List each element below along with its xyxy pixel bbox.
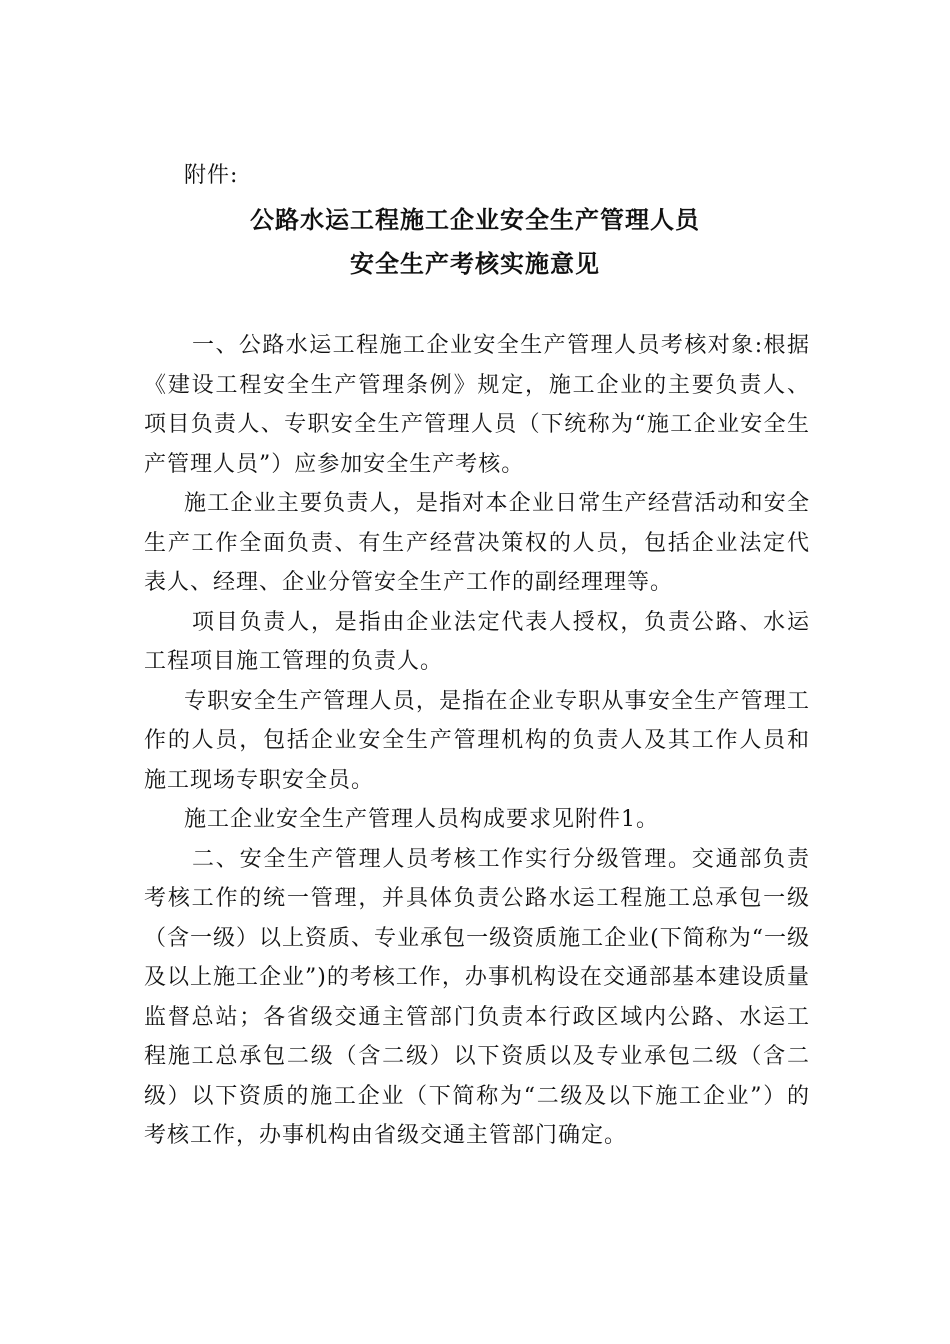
document-title-line-1: 公路水运工程施工企业安全生产管理人员 (250, 205, 700, 234)
paragraph-full-time-safety-staff: 专职安全生产管理人员，是指在企业专职从事安全生产管理工作的人员，包括企业安全生产管理机构的负责人及其工作人员和施工现场专职安全员。 (144, 688, 810, 793)
paragraph-main-responsible-person: 施工企业主要负责人，是指对本企业日常生产经营活动和安全生产工作全面负责、有生产经营决策权的人员，包括企业法定代表人、经理、企业分管安全生产工作的副经理理等。 (144, 491, 810, 595)
paragraph-graded-management: 二、安全生产管理人员考核工作实行分级管理。交通部负责考核工作的统一管理，并具体负责公路水运工程施工总承包一级（含一级）以上资质、专业承包一级资质施工企业(下简称为“一级及以上施工企业”)的考核工作，办事机构设在交通部基本建设质量监督总站；各省级交通主管部门负责本行政区域内公路、水运工程施工总承包二级（含二级）以下资质以及专业承包二级（含二级）以下资质的施工企业（下简称为“二级及以下施工企业”）的考核工作，办事机构由省级交通主管部门确定。 (144, 846, 810, 1148)
document-body (144, 326, 810, 1156)
paragraph-composition-requirements: 施工企业安全生产管理人员构成要求见附件1。 (184, 807, 659, 832)
paragraph-project-responsible-person: 项目负责人，是指由企业法定代表人授权，负责公路、水运工程项目施工管理的负责人。 (144, 609, 810, 674)
attachment-label: 附件: (184, 163, 239, 188)
document-title-line-2: 安全生产考核实施意见 (350, 249, 600, 278)
paragraph-assessment-targets: 一、公路水运工程施工企业安全生产管理人员考核对象:根据《建设工程安全生产管理条例》规定，施工企业的主要负责人、项目负责人、专职安全生产管理人员（下统称为“施工企业安全生产管理人员”）应参加安全生产考核。 (144, 333, 810, 477)
